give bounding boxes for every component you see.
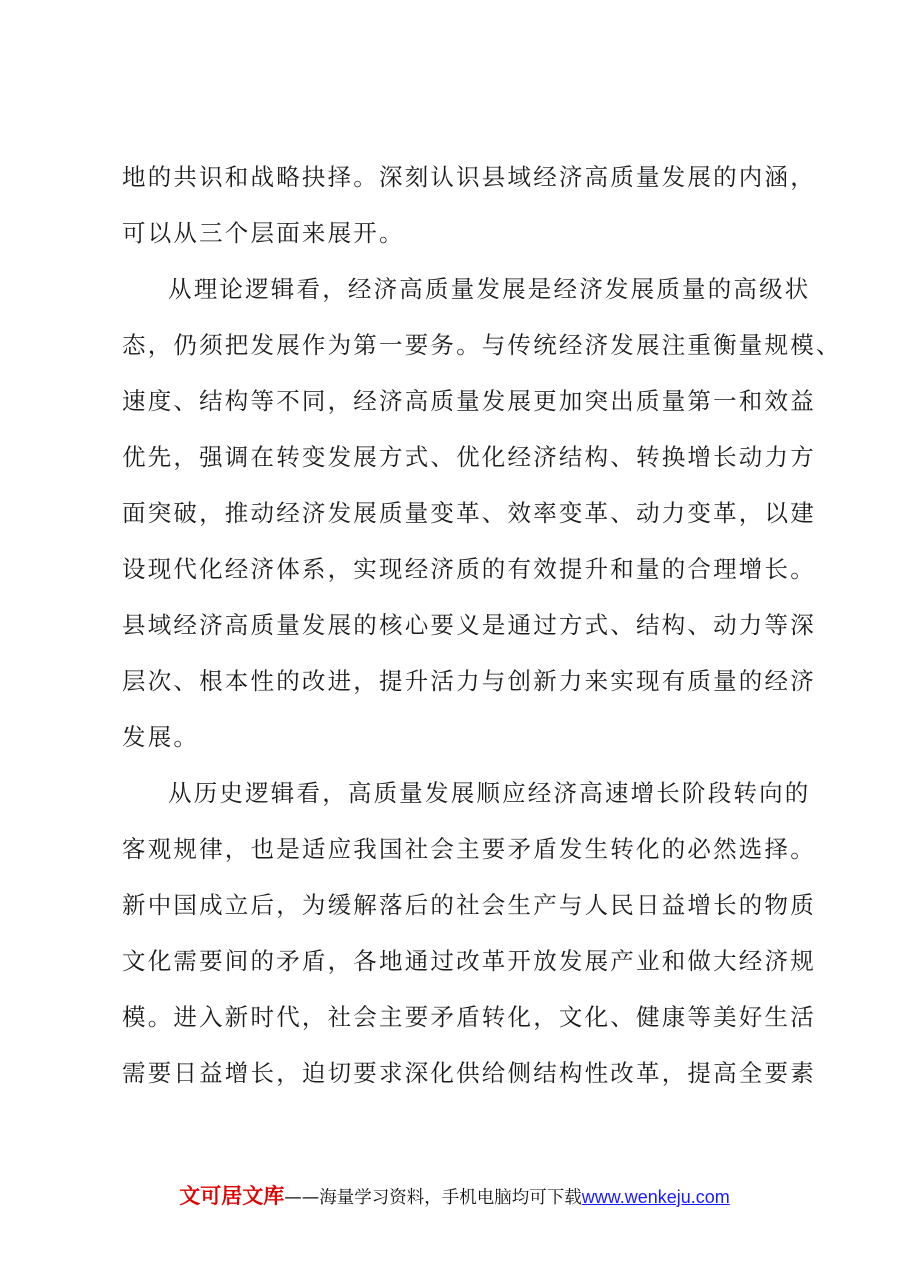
paragraph-start-line: 从理论逻辑看，经济高质量发展是经济发展质量的高级状 xyxy=(168,275,811,303)
footer-banner xyxy=(0,1180,909,1214)
text-line: 设现代化经济体系，实现经济质的有效提升和量的合理增长。 xyxy=(122,555,816,583)
text-line: 发展。 xyxy=(122,723,200,751)
text-line: 面突破，推动经济发展质量变革、效率变革、动力变革，以建 xyxy=(122,499,816,527)
text-line: 模。进入新时代，社会主要矛盾转化，文化、健康等美好生活 xyxy=(122,1003,816,1031)
text-line: 地的共识和战略抉择。深刻认识县域经济高质量发展的内涵， xyxy=(122,163,816,191)
text-line: 层次、根本性的改进，提升活力与创新力来实现有质量的经济 xyxy=(122,667,816,695)
text-line: 态，仍须把发展作为第一要务。与传统经济发展注重衡量规模、 xyxy=(122,331,842,359)
paragraph-start-line: 从历史逻辑看，高质量发展顺应经济高速增长阶段转向的 xyxy=(168,779,811,807)
brand-name: 文可居文库 xyxy=(179,1184,285,1208)
text-line: 新中国成立后，为缓解落后的社会生产与人民日益增长的物质 xyxy=(122,891,816,919)
text-line: 县域经济高质量发展的核心要义是通过方式、结构、动力等深 xyxy=(122,611,816,639)
text-line: 可以从三个层面来展开。 xyxy=(122,219,405,247)
footer-slogan: ——海量学习资料，手机电脑均可下载 xyxy=(284,1188,582,1208)
text-line: 客观规律，也是适应我国社会主要矛盾发生转化的必然选择。 xyxy=(122,835,816,863)
text-line: 速度、结构等不同，经济高质量发展更加突出质量第一和效益 xyxy=(122,387,816,415)
text-line: 需要日益增长，迫切要求深化供给侧结构性改革，提高全要素 xyxy=(122,1059,816,1087)
text-line: 文化需要间的矛盾，各地通过改革开放发展产业和做大经济规 xyxy=(122,947,816,975)
website-link[interactable]: www.wenkeju.com xyxy=(581,1187,730,1207)
text-line: 优先，强调在转变发展方式、优化经济结构、转换增长动力方 xyxy=(122,443,816,471)
